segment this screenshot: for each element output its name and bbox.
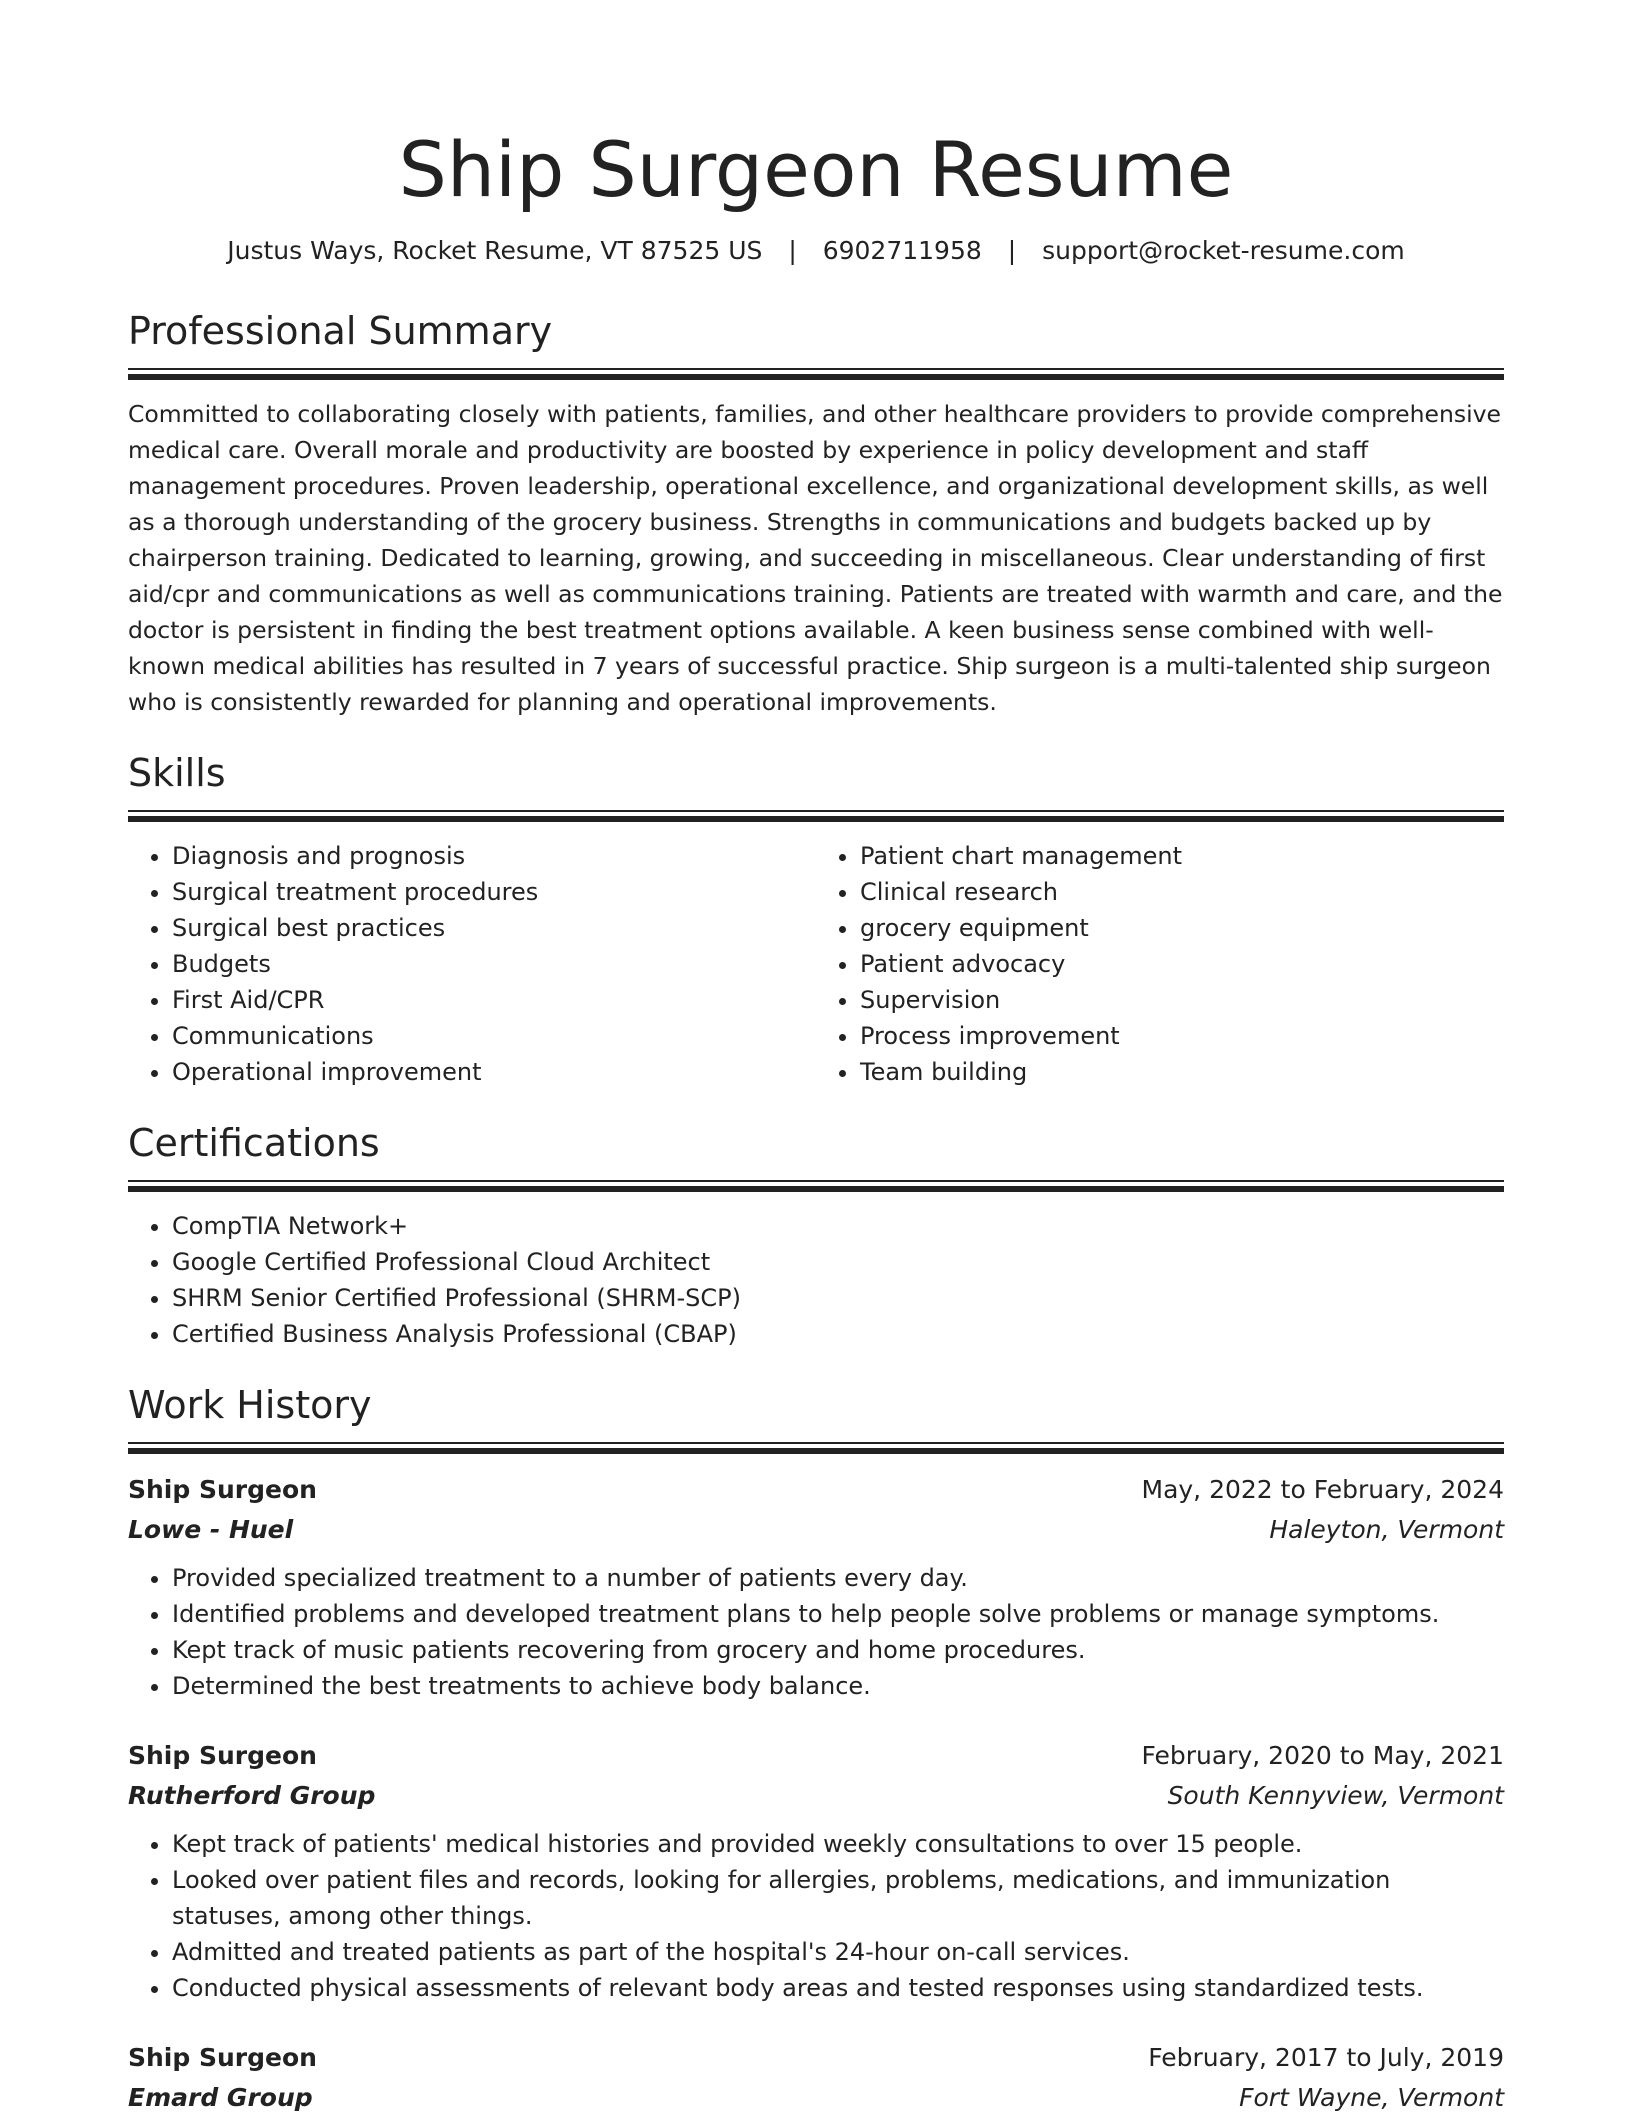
skill-item: • Diagnosis and prognosis xyxy=(172,838,816,874)
certification-item: • Certified Business Analysis Professional (CBAP) xyxy=(172,1316,1504,1352)
job-dates: February, 2020 to May, 2021 xyxy=(1141,1741,1504,1770)
certifications-list xyxy=(128,1208,1504,1352)
skill-item: • Budgets xyxy=(172,946,816,982)
section-divider xyxy=(128,368,1504,380)
summary-heading: Professional Summary xyxy=(128,309,553,353)
job-location: South Kennyview, Vermont xyxy=(1167,1781,1504,1810)
skill-item: • Process improvement xyxy=(860,1018,1504,1054)
job-bullet: • Conducted physical assessments of relevant body areas and tested responses using standardized tests. xyxy=(172,1970,1504,2006)
job-entry xyxy=(128,1470,1504,1704)
job-location: Fort Wayne, Vermont xyxy=(1239,2083,1504,2112)
skill-item: • grocery equipment xyxy=(860,910,1504,946)
skills-list-left xyxy=(128,838,816,1090)
job-header xyxy=(128,1470,1504,1510)
job-dates: May, 2022 to February, 2024 xyxy=(1141,1475,1504,1504)
skill-item: • Patient chart management xyxy=(860,838,1504,874)
section-divider xyxy=(128,1180,1504,1192)
skill-item: • Team building xyxy=(860,1054,1504,1090)
job-title: Ship Surgeon xyxy=(128,1475,317,1504)
skills-list-right xyxy=(816,838,1504,1090)
contact-address: Justus Ways, Rocket Resume, VT 87525 US xyxy=(227,236,763,265)
job-bullet: • Looked over patient files and records, looking for allergies, problems, medications, and immunization statuses, among other things. xyxy=(172,1862,1504,1934)
job-bullet: • Kept track of patients' medical histories and provided weekly consultations to over 15 people. xyxy=(172,1826,1504,1862)
summary-section xyxy=(128,306,1504,720)
section-divider xyxy=(128,810,1504,822)
skill-item: • Surgical best practices xyxy=(172,910,816,946)
certifications-heading: Certifications xyxy=(128,1121,380,1165)
contact-separator: | xyxy=(1007,236,1017,265)
skills-columns xyxy=(128,838,1504,1090)
job-subheader xyxy=(128,1510,1504,1550)
job-company: Rutherford Group xyxy=(128,1781,376,1810)
job-header xyxy=(128,1736,1504,1776)
certification-item: • SHRM Senior Certified Professional (SHRM-SCP) xyxy=(172,1280,1504,1316)
section-divider xyxy=(128,1442,1504,1454)
work-history-section xyxy=(128,1380,1504,2112)
job-bullet: • Kept track of music patients recovering from grocery and home procedures. xyxy=(172,1632,1504,1668)
certification-item: • CompTIA Network+ xyxy=(172,1208,1504,1244)
job-location: Haleyton, Vermont xyxy=(1269,1515,1504,1544)
job-bullets xyxy=(128,1826,1504,2006)
skill-item: • Operational improvement xyxy=(172,1054,816,1090)
job-company: Emard Group xyxy=(128,2083,313,2112)
contact-phone: 6902711958 xyxy=(822,236,982,265)
job-bullet: • Determined the best treatments to achieve body balance. xyxy=(172,1668,1504,1704)
job-bullet: • Identified problems and developed treatment plans to help people solve problems or manage symptoms. xyxy=(172,1596,1504,1632)
skills-heading: Skills xyxy=(128,751,226,795)
job-subheader xyxy=(128,1776,1504,1816)
job-company: Lowe - Huel xyxy=(128,1515,294,1544)
skill-item: • First Aid/CPR xyxy=(172,982,816,1018)
contact-line xyxy=(128,234,1504,268)
job-title: Ship Surgeon xyxy=(128,1741,317,1770)
contact-email: support@rocket-resume.com xyxy=(1042,236,1405,265)
skill-item: • Supervision xyxy=(860,982,1504,1018)
job-title: Ship Surgeon xyxy=(128,2043,317,2072)
certification-item: • Google Certified Professional Cloud Architect xyxy=(172,1244,1504,1280)
job-entry xyxy=(128,1736,1504,2006)
job-dates: February, 2017 to July, 2019 xyxy=(1148,2043,1504,2072)
summary-text: Committed to collaborating closely with patients, families, and other healthcare providers to provide comprehensive medical care. Overall morale and productivity are boosted by experience in policy development and staff management procedures. Proven leadership, operational excellence, and organizational development skills, as well as a thorough understanding of the grocery business. Strengths in communications and budgets backed up by chairperson training. Dedicated to learning, growing, and succeeding in miscellaneous. Clear understanding of first aid/cpr and communications as well as communications training. Patients are treated with warmth and care, and the doctor is persistent in finding the best treatment options available. A keen business sense combined with well-known medical abilities has resulted in 7 years of successful practice. Ship surgeon is a multi-talented ship surgeon who is consistently rewarded for planning and operational improvements. xyxy=(128,400,1503,716)
skill-item: • Patient advocacy xyxy=(860,946,1504,982)
skills-section xyxy=(128,748,1504,1090)
job-header xyxy=(128,2038,1504,2078)
job-bullet: • Admitted and treated patients as part of the hospital's 24-hour on-call services. xyxy=(172,1934,1504,1970)
work-history-heading: Work History xyxy=(128,1383,372,1427)
skill-item: • Communications xyxy=(172,1018,816,1054)
job-bullet: • Provided specialized treatment to a number of patients every day. xyxy=(172,1560,1504,1596)
job-bullets xyxy=(128,1560,1504,1704)
job-subheader xyxy=(128,2078,1504,2112)
certifications-section xyxy=(128,1118,1504,1352)
contact-separator: | xyxy=(788,236,797,265)
skill-item: • Surgical treatment procedures xyxy=(172,874,816,910)
resume-title: Ship Surgeon Resume xyxy=(398,125,1234,214)
job-entry xyxy=(128,2038,1504,2112)
skill-item: • Clinical research xyxy=(860,874,1504,910)
